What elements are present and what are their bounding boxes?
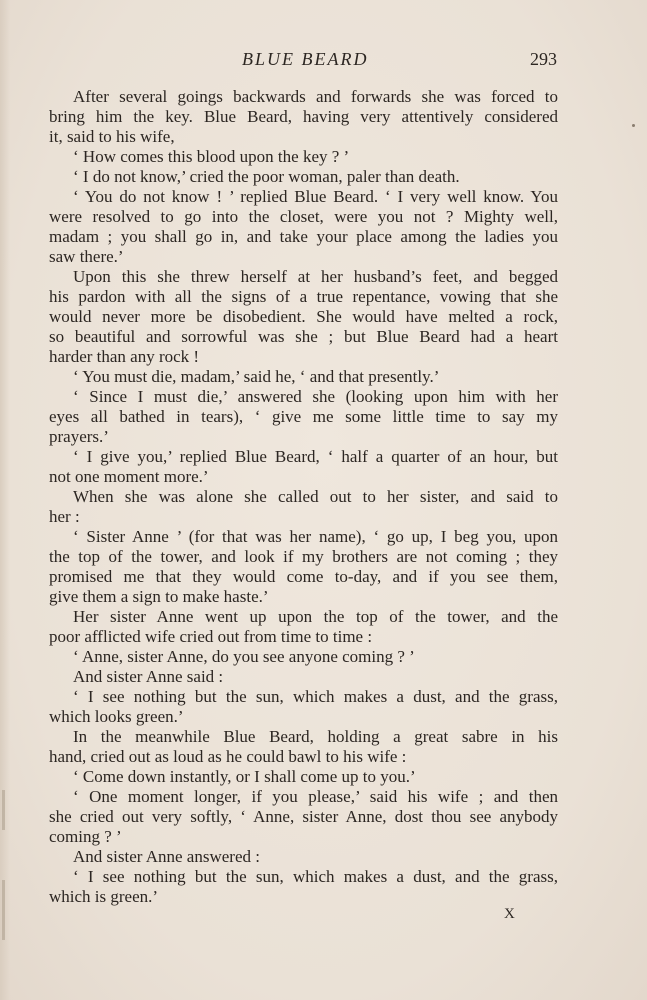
text-line: her : bbox=[49, 507, 80, 526]
text-line: And sister Anne said : bbox=[73, 667, 224, 686]
text-line: his pardon with all the signs of a true repentance, vowing that she bbox=[49, 287, 558, 306]
text-line: ‘ Come down instantly, or I shall come up to you.’ bbox=[73, 767, 416, 786]
text-line: ‘ I see nothing but the sun, which makes a dust, and the grass, bbox=[73, 867, 558, 886]
page-edge-mark bbox=[2, 880, 5, 940]
text-line: eyes all bathed in tears), ‘ give me some little time to say my bbox=[49, 407, 558, 426]
paper-speck bbox=[632, 124, 635, 127]
text-line: ‘ I see nothing but the sun, which makes a dust, and the grass, bbox=[73, 687, 558, 706]
text-line: ‘ You must die, madam,’ said he, ‘ and that presently.’ bbox=[73, 367, 440, 386]
text-line: were resolved to go into the closet, were you not ? Mighty well, bbox=[49, 207, 558, 226]
text-line: Upon this she threw herself at her husband’s feet, and begged bbox=[73, 267, 558, 286]
running-title: BLUE BEARD bbox=[242, 49, 369, 69]
text-line: ‘ Anne, sister Anne, do you see anyone coming ? ’ bbox=[73, 647, 415, 666]
text-line: bring him the key. Blue Beard, having very attentively considered bbox=[49, 107, 558, 126]
page-number: 293 bbox=[530, 49, 557, 69]
text-line: not one moment more.’ bbox=[49, 467, 209, 486]
text-line: give them a sign to make haste.’ bbox=[49, 587, 269, 606]
text-line: Her sister Anne went up upon the top of the tower, and the bbox=[73, 607, 558, 626]
text-line: ‘ Sister Anne ’ (for that was her name), ‘ go up, I beg you, upon bbox=[73, 527, 558, 546]
text-line: promised me that they would come to-day, and if you see them, bbox=[49, 567, 558, 586]
text-line: saw there.’ bbox=[49, 247, 124, 266]
text-line: the top of the tower, and look if my brothers are not coming ; they bbox=[49, 547, 558, 566]
text-line: When she was alone she called out to her sister, and said to bbox=[73, 487, 558, 506]
text-line: coming ? ’ bbox=[49, 827, 122, 846]
text-line: hand, cried out as loud as he could bawl to his wife : bbox=[49, 747, 407, 766]
text-line: prayers.’ bbox=[49, 427, 109, 446]
text-line: it, said to his wife, bbox=[49, 127, 175, 146]
text-line: which is green.’ bbox=[49, 887, 159, 906]
page-edge-mark bbox=[2, 790, 5, 830]
gutter-shadow bbox=[0, 0, 10, 1000]
text-line: ‘ One moment longer, if you please,’ said his wife ; and then bbox=[73, 787, 558, 806]
text-line: ‘ How comes this blood upon the key ? ’ bbox=[73, 147, 350, 166]
text-line: ‘ Since I must die,’ answered she (looking upon him with her bbox=[73, 387, 558, 406]
body-text bbox=[49, 87, 558, 907]
text-line: harder than any rock ! bbox=[49, 347, 200, 366]
text-line: And sister Anne answered : bbox=[73, 847, 260, 866]
text-line: so beautiful and sorrowful was she ; but Blue Beard had a heart bbox=[49, 327, 558, 346]
running-head bbox=[0, 49, 647, 73]
text-line: madam ; you shall go in, and take your place among the ladies you bbox=[49, 227, 558, 246]
text-line: ‘ I do not know,’ cried the poor woman, paler than death. bbox=[73, 167, 460, 186]
signature-mark: X bbox=[504, 906, 515, 922]
text-line: ‘ You do not know ! ’ replied Blue Beard. ‘ I very well know. You bbox=[73, 187, 558, 206]
text-line: In the meanwhile Blue Beard, holding a great sabre in his bbox=[73, 727, 558, 746]
text-line: poor afflicted wife cried out from time to time : bbox=[49, 627, 373, 646]
text-line: which looks green.’ bbox=[49, 707, 184, 726]
text-line: ‘ I give you,’ replied Blue Beard, ‘ half a quarter of an hour, but bbox=[73, 447, 558, 466]
text-line: would never more be disobedient. She would have melted a rock, bbox=[49, 307, 558, 326]
text-line: After several goings backwards and forwards she was forced to bbox=[73, 87, 558, 106]
text-line: she cried out very softly, ‘ Anne, sister Anne, dost thou see anybody bbox=[49, 807, 558, 826]
